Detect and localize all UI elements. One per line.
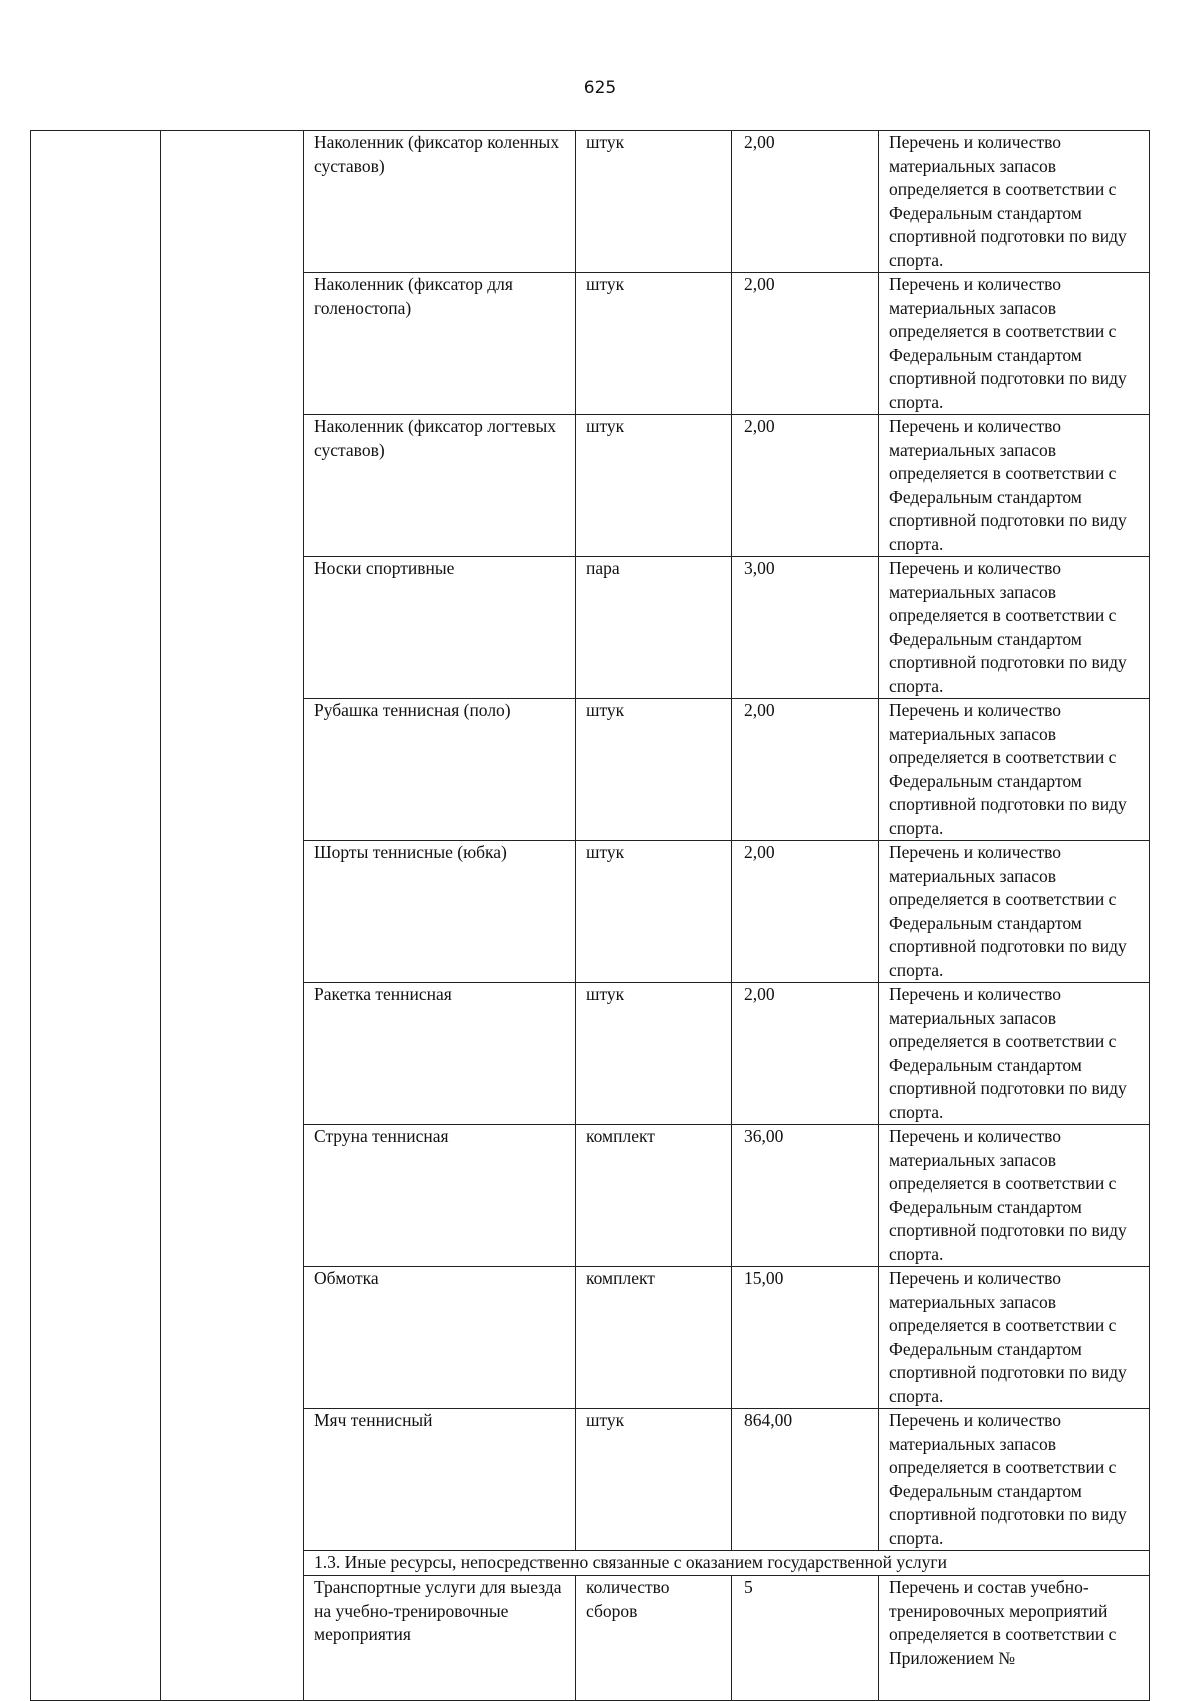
item-unit: штук xyxy=(576,841,732,983)
item-unit: штук xyxy=(576,273,732,415)
item-name: Рубашка теннисная (поло) xyxy=(304,699,576,841)
item-note: Перечень и количество материальных запасов определяется в соответствии с Федеральным стандартом спортивной подготовки по виду спорта. xyxy=(879,1125,1150,1267)
item-unit: количество сборов xyxy=(576,1576,732,1701)
item-note: Перечень и количество материальных запасов определяется в соответствии с Федеральным стандартом спортивной подготовки по виду спорта. xyxy=(879,841,1150,983)
item-note: Перечень и количество материальных запасов определяется в соответствии с Федеральным стандартом спортивной подготовки по виду спорта. xyxy=(879,1409,1150,1551)
item-name: Носки спортивные xyxy=(304,557,576,699)
item-note: Перечень и количество материальных запасов определяется в соответствии с Федеральным стандартом спортивной подготовки по виду спорта. xyxy=(879,415,1150,557)
item-unit: комплект xyxy=(576,1125,732,1267)
item-quantity: 2,00 xyxy=(732,841,879,983)
item-name: Наколенник (фиксатор коленных суставов) xyxy=(304,131,576,273)
item-unit: комплект xyxy=(576,1267,732,1409)
item-note: Перечень и количество материальных запасов определяется в соответствии с Федеральным стандартом спортивной подготовки по виду спорта. xyxy=(879,273,1150,415)
table-row xyxy=(31,131,1150,273)
resources-table xyxy=(30,130,1150,1701)
item-note: Перечень и количество материальных запасов определяется в соответствии с Федеральным стандартом спортивной подготовки по виду спорта. xyxy=(879,1267,1150,1409)
section-heading: 1.3. Иные ресурсы, непосредственно связанные с оказанием государственной услуги xyxy=(304,1551,1150,1576)
item-quantity: 5 xyxy=(732,1576,879,1701)
item-note: Перечень и количество материальных запасов определяется в соответствии с Федеральным стандартом спортивной подготовки по виду спорта. xyxy=(879,557,1150,699)
item-quantity: 15,00 xyxy=(732,1267,879,1409)
item-name: Ракетка теннисная xyxy=(304,983,576,1125)
item-quantity: 2,00 xyxy=(732,699,879,841)
item-name: Наколенник (фиксатор для голеностопа) xyxy=(304,273,576,415)
item-quantity: 864,00 xyxy=(732,1409,879,1551)
item-name: Наколенник (фиксатор логтевых суставов) xyxy=(304,415,576,557)
item-quantity: 2,00 xyxy=(732,983,879,1125)
item-name: Транспортные услуги для выезда на учебно-тренировочные мероприятия xyxy=(304,1576,576,1701)
item-quantity: 2,00 xyxy=(732,415,879,557)
item-name: Струна теннисная xyxy=(304,1125,576,1267)
item-note: Перечень и количество материальных запасов определяется в соответствии с Федеральным стандартом спортивной подготовки по виду спорта. xyxy=(879,983,1150,1125)
empty-column-2 xyxy=(161,131,304,1701)
item-name: Обмотка xyxy=(304,1267,576,1409)
item-note: Перечень и состав учебно-тренировочных мероприятий определяется в соответствии с Приложением № xyxy=(879,1576,1150,1701)
item-unit: штук xyxy=(576,1409,732,1551)
page-number: 625 xyxy=(583,78,617,98)
item-unit: пара xyxy=(576,557,732,699)
item-note: Перечень и количество материальных запасов определяется в соответствии с Федеральным стандартом спортивной подготовки по виду спорта. xyxy=(879,699,1150,841)
item-quantity: 2,00 xyxy=(732,273,879,415)
item-quantity: 36,00 xyxy=(732,1125,879,1267)
item-unit: штук xyxy=(576,131,732,273)
item-name: Мяч теннисный xyxy=(304,1409,576,1551)
item-note: Перечень и количество материальных запасов определяется в соответствии с Федеральным стандартом спортивной подготовки по виду спорта. xyxy=(879,131,1150,273)
item-unit: штук xyxy=(576,415,732,557)
item-quantity: 3,00 xyxy=(732,557,879,699)
item-name: Шорты теннисные (юбка) xyxy=(304,841,576,983)
item-unit: штук xyxy=(576,983,732,1125)
empty-column-1 xyxy=(31,131,161,1701)
item-quantity: 2,00 xyxy=(732,131,879,273)
item-unit: штук xyxy=(576,699,732,841)
